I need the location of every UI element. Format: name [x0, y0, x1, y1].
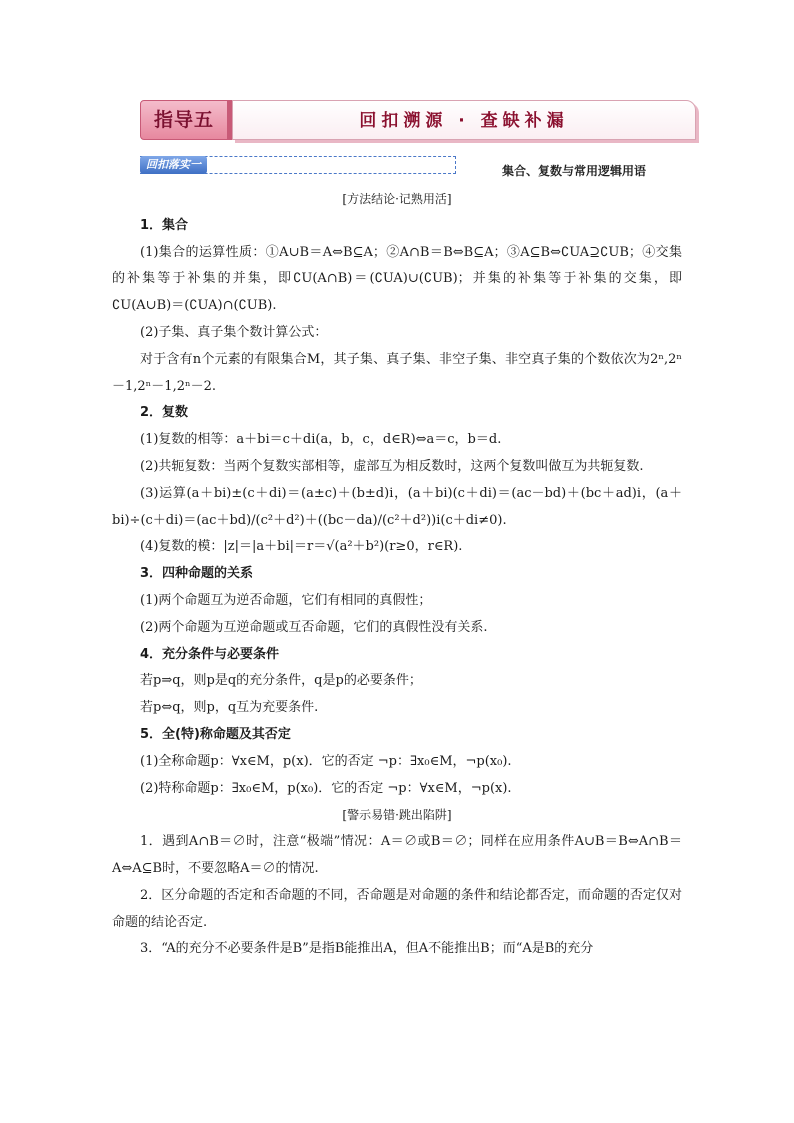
section-heading-method: [方法结论·记熟用活]	[342, 192, 452, 206]
body-line: (2)子集、真子集个数计算公式：	[140, 324, 328, 340]
body-line: (1)复数的相等：a＋bi＝c＋di(a，b，c，d∈R)⇔a＝c，b＝d.	[140, 432, 502, 448]
body-line: (1)全称命题p：∀x∈M，p(x)．它的否定 ¬p：∃x₀∈M，¬p(x₀).	[140, 753, 512, 769]
body-line: 2．区分命题的否定和否命题的不同，否命题是对命题的条件和结论都否定，而命题的否定仅对命题的结论否定.	[112, 887, 682, 930]
body-line: 若p⇒q，则p是q的充分条件，q是p的必要条件；	[140, 673, 422, 689]
body-line: 若p⇔q，则p，q互为充要条件.	[140, 700, 319, 716]
document-body	[112, 186, 682, 963]
heading-line: 2．复数	[140, 405, 189, 421]
heading-line: 4．充分条件与必要条件	[140, 646, 280, 662]
sub-section-topic: 集合、复数与常用逻辑用语	[502, 164, 647, 178]
section-heading-warning: [警示易错·跳出陷阱]	[342, 808, 452, 823]
body-line: (2)两个命题为互逆命题或互否命题，它们的真假性没有关系.	[140, 619, 488, 635]
banner-tag: 指导五	[140, 100, 228, 140]
banner-title: 回扣溯源 · 查缺补漏	[359, 111, 569, 131]
heading-line: 1．集合	[140, 217, 189, 233]
body-line: (2)特称命题p：∃x₀∈M，p(x₀)．它的否定 ¬p：∀x∈M，¬p(x).	[140, 780, 512, 796]
body-line: (3)运算(a＋bi)±(c＋di)＝(a±c)＋(b±d)i，(a＋bi)(c＋di)＝(ac－bd)＋(bc＋ad)i，(a＋bi)÷(c＋di)＝(ac＋bd)/(c²＋d²)＋((bc－da)/(c²＋d²))i(c＋di≠0).	[112, 485, 682, 528]
body-line: (2)共轭复数：当两个复数实部相等，虚部互为相反数时，这两个复数叫做互为共轭复数.	[140, 458, 644, 474]
section-banner	[140, 100, 696, 142]
body-line: 对于含有n个元素的有限集合M，其子集、真子集、非空子集、非空真子集的个数依次为2ⁿ,2ⁿ－1,2ⁿ－1,2ⁿ－2.	[112, 351, 682, 394]
body-line: (4)复数的模：|z|＝|a＋bi|＝r＝√(a²＋b²)(r≥0，r∈R).	[140, 539, 463, 555]
heading-line: 3．四种命题的关系	[140, 566, 254, 582]
banner-title-box	[232, 100, 696, 140]
body-line: (1)集合的运算性质：①A∪B＝A⇔B⊆A；②A∩B＝B⇔B⊆A；③A⊆B⇔∁UA⊇∁UB；④交集的补集等于补集的并集，即∁U(A∩B)＝(∁UA)∪(∁UB)；并集的补集等于补集的交集，即∁U(A∪B)＝(∁UA)∩(∁UB).	[112, 244, 682, 314]
body-line: (1)两个命题互为逆否命题，它们有相同的真假性；	[140, 592, 432, 608]
sub-section-bar	[140, 156, 456, 174]
heading-line: 5．全(特)称命题及其否定	[140, 726, 291, 742]
sub-section-label: 回扣落实一	[140, 156, 207, 174]
body-line: 1．遇到A∩B＝∅时，注意“极端”情况：A＝∅或B＝∅；同样在应用条件A∪B＝B⇔A∩B＝A⇔A⊆B时，不要忽略A＝∅的情况.	[112, 834, 682, 876]
body-line: 3．“A的充分不必要条件是B”是指B能推出A，但A不能推出B；而“A是B的充分	[140, 941, 594, 957]
